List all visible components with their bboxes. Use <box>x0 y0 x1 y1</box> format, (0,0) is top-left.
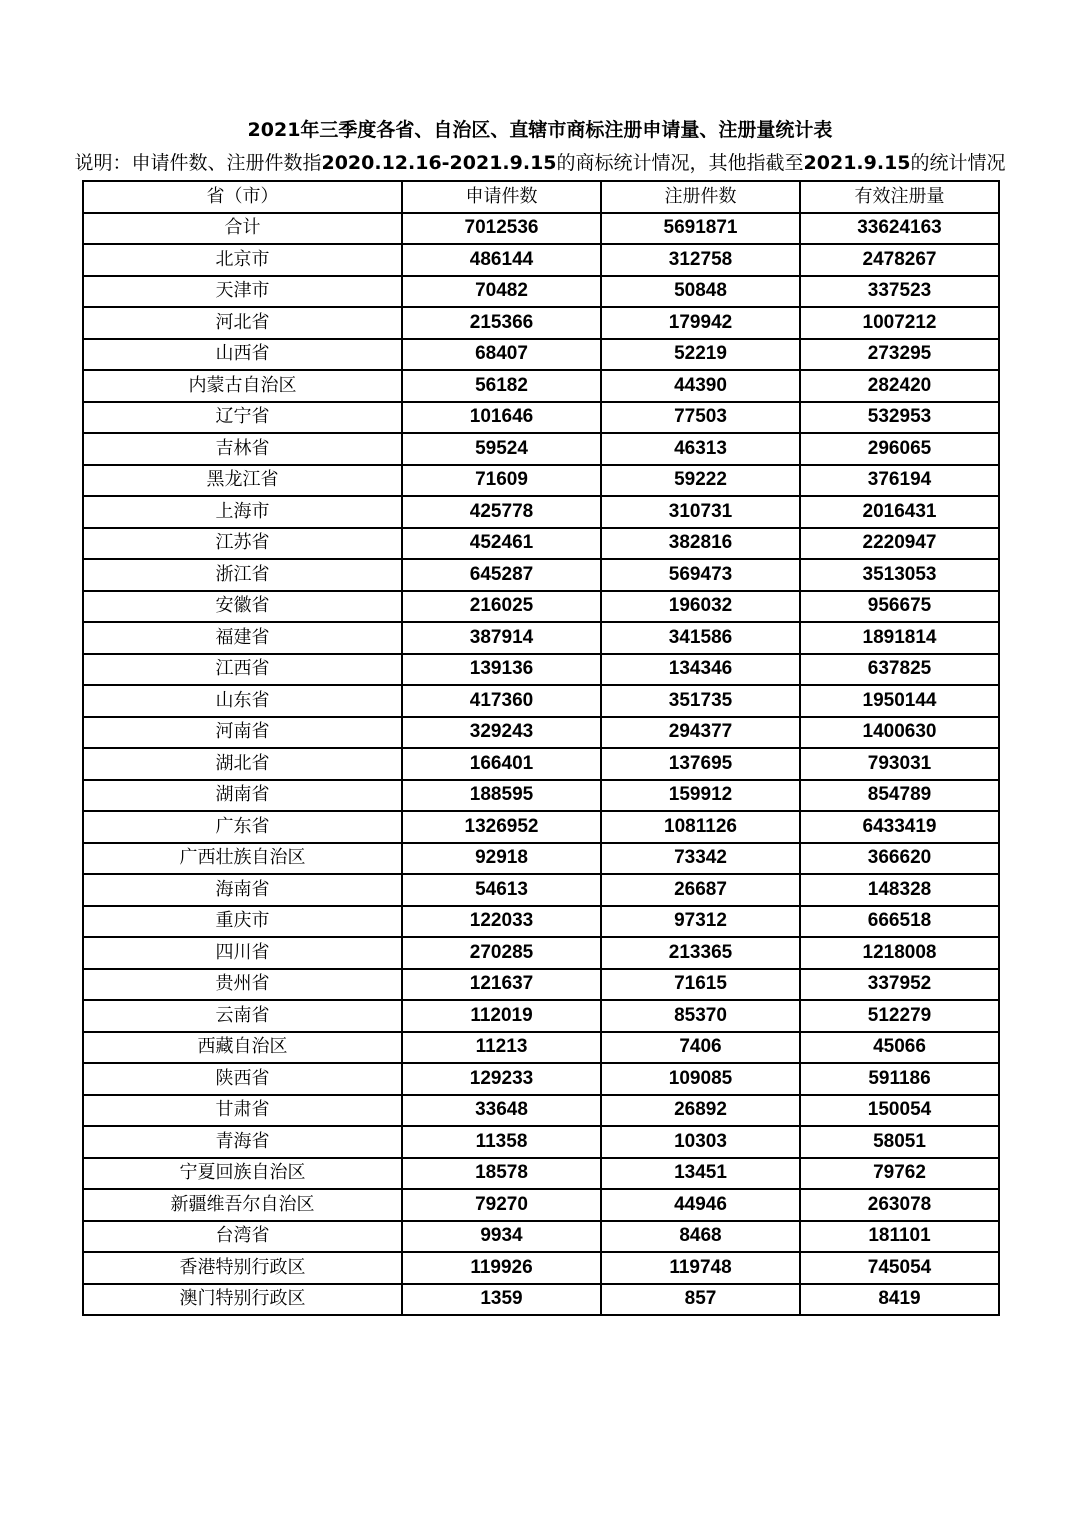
cell-applications: 166401 <box>402 748 601 780</box>
cell-registrations: 71615 <box>601 969 800 1001</box>
cell-valid-registrations: 637825 <box>800 654 999 686</box>
cell-valid-registrations: 532953 <box>800 402 999 434</box>
table-row <box>83 528 999 560</box>
cell-valid-registrations: 296065 <box>800 433 999 465</box>
cell-registrations: 159912 <box>601 780 800 812</box>
cell-registrations: 134346 <box>601 654 800 686</box>
note-date-range: 2020.12.16-2021.9.15 <box>321 152 557 174</box>
cell-province-name: 湖南省 <box>83 780 402 812</box>
cell-province-name: 北京市 <box>83 244 402 276</box>
table-row <box>83 307 999 339</box>
cell-registrations: 341586 <box>601 622 800 654</box>
cell-applications: 119926 <box>402 1252 601 1284</box>
cell-valid-registrations: 1400630 <box>800 717 999 749</box>
table-row <box>83 370 999 402</box>
cell-valid-registrations: 282420 <box>800 370 999 402</box>
cell-applications: 270285 <box>402 937 601 969</box>
cell-applications: 121637 <box>402 969 601 1001</box>
table-row <box>83 1221 999 1253</box>
cell-applications: 645287 <box>402 559 601 591</box>
table-row <box>83 1284 999 1316</box>
cell-registrations: 59222 <box>601 465 800 497</box>
cell-applications: 112019 <box>402 1000 601 1032</box>
cell-valid-registrations: 33624163 <box>800 213 999 245</box>
table-row <box>83 874 999 906</box>
cell-registrations: 196032 <box>601 591 800 623</box>
table-row <box>83 811 999 843</box>
cell-valid-registrations: 337952 <box>800 969 999 1001</box>
cell-registrations: 85370 <box>601 1000 800 1032</box>
cell-applications: 1326952 <box>402 811 601 843</box>
cell-applications: 1359 <box>402 1284 601 1316</box>
cell-registrations: 26892 <box>601 1095 800 1127</box>
cell-province-name: 台湾省 <box>83 1221 402 1253</box>
table-row <box>83 1095 999 1127</box>
table-row <box>83 496 999 528</box>
header-applications: 申请件数 <box>402 181 601 213</box>
cell-province-name: 海南省 <box>83 874 402 906</box>
cell-applications: 56182 <box>402 370 601 402</box>
cell-valid-registrations: 1950144 <box>800 685 999 717</box>
cell-registrations: 46313 <box>601 433 800 465</box>
cell-province-name: 山东省 <box>83 685 402 717</box>
table-row <box>83 1126 999 1158</box>
cell-province-name: 青海省 <box>83 1126 402 1158</box>
cell-province-name: 重庆市 <box>83 906 402 938</box>
cell-applications: 425778 <box>402 496 601 528</box>
cell-valid-registrations: 3513053 <box>800 559 999 591</box>
cell-valid-registrations: 8419 <box>800 1284 999 1316</box>
cell-applications: 417360 <box>402 685 601 717</box>
cell-province-name: 吉林省 <box>83 433 402 465</box>
cell-registrations: 351735 <box>601 685 800 717</box>
cell-province-name: 福建省 <box>83 622 402 654</box>
table-row <box>83 622 999 654</box>
header-province: 省（市） <box>83 181 402 213</box>
cell-applications: 54613 <box>402 874 601 906</box>
header-registrations: 注册件数 <box>601 181 800 213</box>
header-valid-registrations: 有效注册量 <box>800 181 999 213</box>
cell-valid-registrations: 366620 <box>800 843 999 875</box>
cell-valid-registrations: 793031 <box>800 748 999 780</box>
table-row <box>83 433 999 465</box>
cell-registrations: 13451 <box>601 1158 800 1190</box>
table-row <box>83 969 999 1001</box>
cell-registrations: 119748 <box>601 1252 800 1284</box>
cell-applications: 486144 <box>402 244 601 276</box>
table-header <box>83 181 999 213</box>
cell-valid-registrations: 6433419 <box>800 811 999 843</box>
explanation-note <box>0 149 1080 177</box>
cell-registrations: 569473 <box>601 559 800 591</box>
cell-province-name: 河南省 <box>83 717 402 749</box>
cell-registrations: 294377 <box>601 717 800 749</box>
cell-valid-registrations: 2478267 <box>800 244 999 276</box>
table-row <box>83 748 999 780</box>
table-row <box>83 339 999 371</box>
table-row <box>83 685 999 717</box>
cell-province-name: 天津市 <box>83 276 402 308</box>
cell-valid-registrations: 2220947 <box>800 528 999 560</box>
cell-province-name: 浙江省 <box>83 559 402 591</box>
cell-valid-registrations: 150054 <box>800 1095 999 1127</box>
cell-registrations: 7406 <box>601 1032 800 1064</box>
cell-province-name: 云南省 <box>83 1000 402 1032</box>
cell-province-name: 河北省 <box>83 307 402 339</box>
cell-valid-registrations: 1007212 <box>800 307 999 339</box>
cell-applications: 387914 <box>402 622 601 654</box>
table-row <box>83 244 999 276</box>
cell-valid-registrations: 79762 <box>800 1158 999 1190</box>
cell-applications: 188595 <box>402 780 601 812</box>
cell-registrations: 213365 <box>601 937 800 969</box>
cell-applications: 79270 <box>402 1189 601 1221</box>
cell-applications: 92918 <box>402 843 601 875</box>
cell-province-name: 辽宁省 <box>83 402 402 434</box>
cell-province-name: 山西省 <box>83 339 402 371</box>
cell-registrations: 179942 <box>601 307 800 339</box>
cell-applications: 11213 <box>402 1032 601 1064</box>
cell-registrations: 77503 <box>601 402 800 434</box>
cell-registrations: 857 <box>601 1284 800 1316</box>
table-body <box>83 213 999 1316</box>
header-row <box>83 181 999 213</box>
cell-province-name: 安徽省 <box>83 591 402 623</box>
cell-registrations: 44390 <box>601 370 800 402</box>
cell-applications: 139136 <box>402 654 601 686</box>
cell-valid-registrations: 591186 <box>800 1063 999 1095</box>
cell-valid-registrations: 263078 <box>800 1189 999 1221</box>
cell-registrations: 26687 <box>601 874 800 906</box>
cell-province-name: 内蒙古自治区 <box>83 370 402 402</box>
table-row <box>83 906 999 938</box>
cell-registrations: 137695 <box>601 748 800 780</box>
cell-province-name: 宁夏回族自治区 <box>83 1158 402 1190</box>
table-row <box>83 402 999 434</box>
cell-valid-registrations: 376194 <box>800 465 999 497</box>
total-row <box>83 213 999 245</box>
document-title: 2021年三季度各省、自治区、直辖市商标注册申请量、注册量统计表 <box>247 119 833 141</box>
cell-applications: 101646 <box>402 402 601 434</box>
note-text-1: 说明：申请件数、注册件数指 <box>74 152 322 174</box>
table-row <box>83 654 999 686</box>
cell-province-name: 合计 <box>83 213 402 245</box>
note-text-2: 的商标统计情况，其他指截至 <box>556 152 804 174</box>
table-row <box>83 1063 999 1095</box>
cell-applications: 452461 <box>402 528 601 560</box>
note-text-3: 的统计情况 <box>910 152 1006 174</box>
cell-applications: 122033 <box>402 906 601 938</box>
cell-applications: 216025 <box>402 591 601 623</box>
cell-province-name: 湖北省 <box>83 748 402 780</box>
cell-province-name: 贵州省 <box>83 969 402 1001</box>
table-row <box>83 1032 999 1064</box>
cell-valid-registrations: 745054 <box>800 1252 999 1284</box>
table-row <box>83 1158 999 1190</box>
cell-valid-registrations: 45066 <box>800 1032 999 1064</box>
trademark-statistics-table <box>82 180 1000 1316</box>
cell-registrations: 1081126 <box>601 811 800 843</box>
note-cutoff-date: 2021.9.15 <box>803 152 911 174</box>
table-row <box>83 780 999 812</box>
cell-registrations: 312758 <box>601 244 800 276</box>
cell-registrations: 97312 <box>601 906 800 938</box>
table-row <box>83 591 999 623</box>
cell-valid-registrations: 1891814 <box>800 622 999 654</box>
cell-registrations: 382816 <box>601 528 800 560</box>
cell-province-name: 西藏自治区 <box>83 1032 402 1064</box>
table-row <box>83 1252 999 1284</box>
cell-province-name: 江苏省 <box>83 528 402 560</box>
cell-province-name: 上海市 <box>83 496 402 528</box>
cell-registrations: 8468 <box>601 1221 800 1253</box>
cell-registrations: 73342 <box>601 843 800 875</box>
cell-registrations: 10303 <box>601 1126 800 1158</box>
cell-province-name: 广东省 <box>83 811 402 843</box>
cell-valid-registrations: 337523 <box>800 276 999 308</box>
cell-province-name: 澳门特别行政区 <box>83 1284 402 1316</box>
cell-applications: 329243 <box>402 717 601 749</box>
cell-valid-registrations: 1218008 <box>800 937 999 969</box>
cell-province-name: 新疆维吾尔自治区 <box>83 1189 402 1221</box>
cell-registrations: 310731 <box>601 496 800 528</box>
table-row <box>83 465 999 497</box>
cell-registrations: 44946 <box>601 1189 800 1221</box>
table-row <box>83 276 999 308</box>
cell-province-name: 江西省 <box>83 654 402 686</box>
cell-registrations: 109085 <box>601 1063 800 1095</box>
table-row <box>83 937 999 969</box>
cell-registrations: 52219 <box>601 339 800 371</box>
cell-valid-registrations: 58051 <box>800 1126 999 1158</box>
cell-valid-registrations: 956675 <box>800 591 999 623</box>
cell-applications: 11358 <box>402 1126 601 1158</box>
table-row <box>83 717 999 749</box>
cell-valid-registrations: 2016431 <box>800 496 999 528</box>
cell-applications: 70482 <box>402 276 601 308</box>
cell-applications: 68407 <box>402 339 601 371</box>
cell-applications: 33648 <box>402 1095 601 1127</box>
table-row <box>83 1000 999 1032</box>
cell-valid-registrations: 854789 <box>800 780 999 812</box>
cell-registrations: 5691871 <box>601 213 800 245</box>
cell-province-name: 香港特别行政区 <box>83 1252 402 1284</box>
cell-province-name: 黑龙江省 <box>83 465 402 497</box>
cell-province-name: 四川省 <box>83 937 402 969</box>
cell-applications: 71609 <box>402 465 601 497</box>
cell-valid-registrations: 148328 <box>800 874 999 906</box>
cell-applications: 7012536 <box>402 213 601 245</box>
cell-applications: 215366 <box>402 307 601 339</box>
cell-valid-registrations: 512279 <box>800 1000 999 1032</box>
table-row <box>83 1189 999 1221</box>
cell-applications: 129233 <box>402 1063 601 1095</box>
cell-province-name: 广西壮族自治区 <box>83 843 402 875</box>
cell-valid-registrations: 181101 <box>800 1221 999 1253</box>
cell-province-name: 甘肃省 <box>83 1095 402 1127</box>
cell-registrations: 50848 <box>601 276 800 308</box>
cell-valid-registrations: 666518 <box>800 906 999 938</box>
cell-province-name: 陕西省 <box>83 1063 402 1095</box>
cell-applications: 18578 <box>402 1158 601 1190</box>
cell-valid-registrations: 273295 <box>800 339 999 371</box>
cell-applications: 59524 <box>402 433 601 465</box>
table-row <box>83 559 999 591</box>
cell-applications: 9934 <box>402 1221 601 1253</box>
table-row <box>83 843 999 875</box>
